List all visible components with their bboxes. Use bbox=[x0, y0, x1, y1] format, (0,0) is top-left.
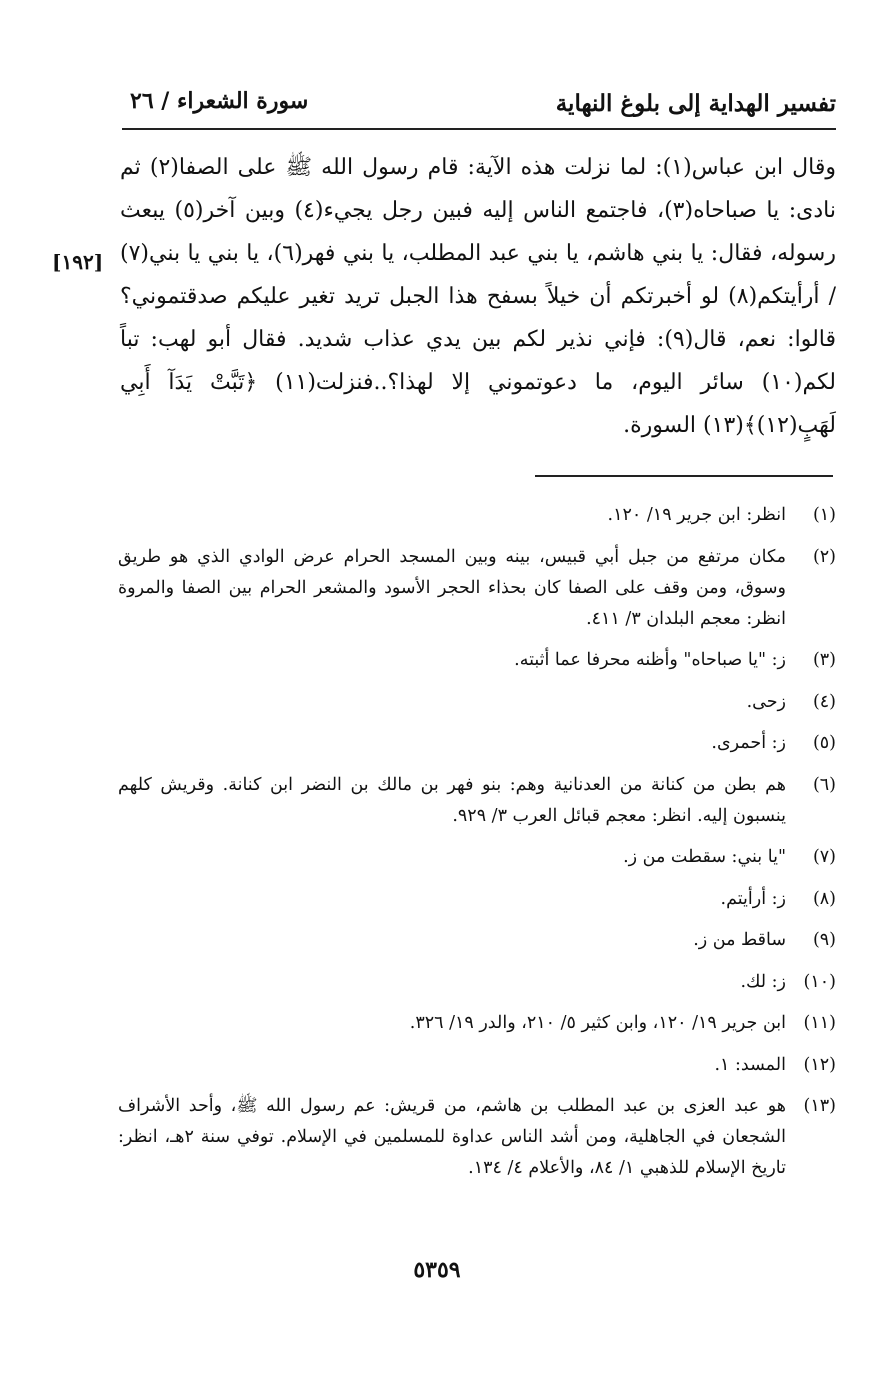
footnote-text: "يا بني: سقطت من ز. bbox=[623, 847, 786, 867]
footnote-number: (٤) bbox=[812, 691, 836, 712]
footnote-5 bbox=[118, 728, 836, 759]
footnote-7 bbox=[118, 842, 836, 873]
footnote-text: ز: "يا صباحاه" وأظنه محرفا عما أثبته. bbox=[514, 650, 786, 670]
surah-label: سورة الشعراء / ٢٦ bbox=[130, 88, 309, 114]
footnote-8 bbox=[118, 884, 836, 915]
footnote-text: ابن جرير ١٩/ ١٢٠، وابن كثير ٥/ ٢١٠، والدر ١٩/ ٣٢٦. bbox=[409, 1013, 786, 1033]
footnote-number: (١) bbox=[812, 505, 836, 525]
footnote-2 bbox=[118, 542, 836, 635]
footnote-11 bbox=[118, 1008, 836, 1039]
footnote-text: انظر: ابن جرير ١٩/ ١٢٠. bbox=[607, 505, 786, 525]
footnote-number: (١٢) bbox=[803, 1054, 836, 1075]
footnote-4 bbox=[118, 687, 836, 718]
footnote-text: المسد: ١. bbox=[714, 1054, 786, 1075]
footnote-text: هم بطن من كنانة من العدنانية وهم: بنو فهر بن مالك بن النضر ابن كنانة. وقريش كلهم ينسبون إليه. انظر: معجم قبائل العرب ٣/ ٩٢٩. bbox=[118, 774, 786, 826]
margin-page-reference: [١٩٢] bbox=[52, 250, 104, 274]
footnote-number: (٨) bbox=[812, 888, 836, 909]
footnote-1 bbox=[118, 500, 836, 531]
header-divider bbox=[122, 128, 836, 130]
footnote-9 bbox=[118, 925, 836, 956]
footnote-number: (٥) bbox=[812, 733, 836, 753]
footnote-text: ز: أحمرى. bbox=[711, 733, 786, 753]
footnote-text: زحى. bbox=[746, 691, 786, 712]
footnotes bbox=[118, 500, 836, 1195]
footnote-number: (١١) bbox=[803, 1013, 836, 1033]
main-text bbox=[120, 146, 836, 447]
footnote-number: (١٠) bbox=[803, 971, 836, 992]
footnote-text: هو عبد العزى بن عبد المطلب بن هاشم، من قريش: عم رسول الله ﷺ، وأحد الأشراف الشجعان في الجاهلية، ومن أشد الناس عداوة للمسلمين في الإسلام. توفي سنة ٢هـ، انظر: تاريخ الإسلام للذهبي ١/ ٨٤، والأعلام ٤/ ١٣٤. bbox=[118, 1096, 786, 1178]
footnote-text: ز: أرأيتم. bbox=[720, 888, 786, 909]
footnote-number: (٦) bbox=[812, 774, 836, 795]
footnote-3 bbox=[118, 645, 836, 676]
footnote-number: (٣) bbox=[812, 650, 836, 670]
footnote-text: ساقط من ز. bbox=[693, 930, 786, 950]
footnote-text: ز: لك. bbox=[740, 971, 786, 992]
running-header bbox=[120, 84, 836, 124]
footnote-text: مكان مرتفع من جبل أبي قبيس، بينه وبين المسجد الحرام عرض الوادي الذي هو طريق وسوق، ومن وقف على الصفا كان بحذاء الحجر الأسود والمشعر الحرام بين الصفا والمروة انظر: معجم البلدان ٣/ ٤١١. bbox=[118, 546, 786, 629]
footnote-6 bbox=[118, 770, 836, 832]
footnote-number: (٢) bbox=[812, 546, 836, 567]
footnote-number: (٩) bbox=[812, 930, 836, 950]
footnote-10 bbox=[118, 967, 836, 998]
footnote-divider bbox=[535, 475, 833, 477]
page-number: ٥٣٥٩ bbox=[413, 1257, 461, 1283]
footnote-number: (٧) bbox=[812, 847, 836, 867]
footnote-12 bbox=[118, 1050, 836, 1081]
main-paragraph: وقال ابن عباس(١): لما نزلت هذه الآية: قام رسول الله ﷺ على الصفا(٢) ثم نادى: يا صباحاه(٣)، فاجتمع الناس إليه فبين رجل يجيء(٤) وبين آخر(٥) يبعث رسوله، فقال: يا بني هاشم، يا بني عبد المطلب، يا بني فهر(٦)، يا بني يا بني(٧) / أرأيتكم(٨) لو أخبرتكم أن خيلاً بسفح هذا الجبل تريد تغير عليكم صدقتموني؟ قالوا: نعم، قال(٩): فإني نذير لكم بين يدي عذاب شديد. فقال أبو لهب: تباً لكم(١٠) سائر اليوم، ما دعوتموني إلا لهذا؟..فنزلت(١١) ﴿تَبَّتْ يَدَآ أَبِي لَهَبٍ(١٢)﴾(١٣) السورة. bbox=[120, 155, 837, 438]
footnote-13 bbox=[118, 1091, 836, 1184]
book-title: تفسير الهداية إلى بلوغ النهاية bbox=[555, 90, 836, 117]
footnote-number: (١٣) bbox=[803, 1096, 836, 1116]
